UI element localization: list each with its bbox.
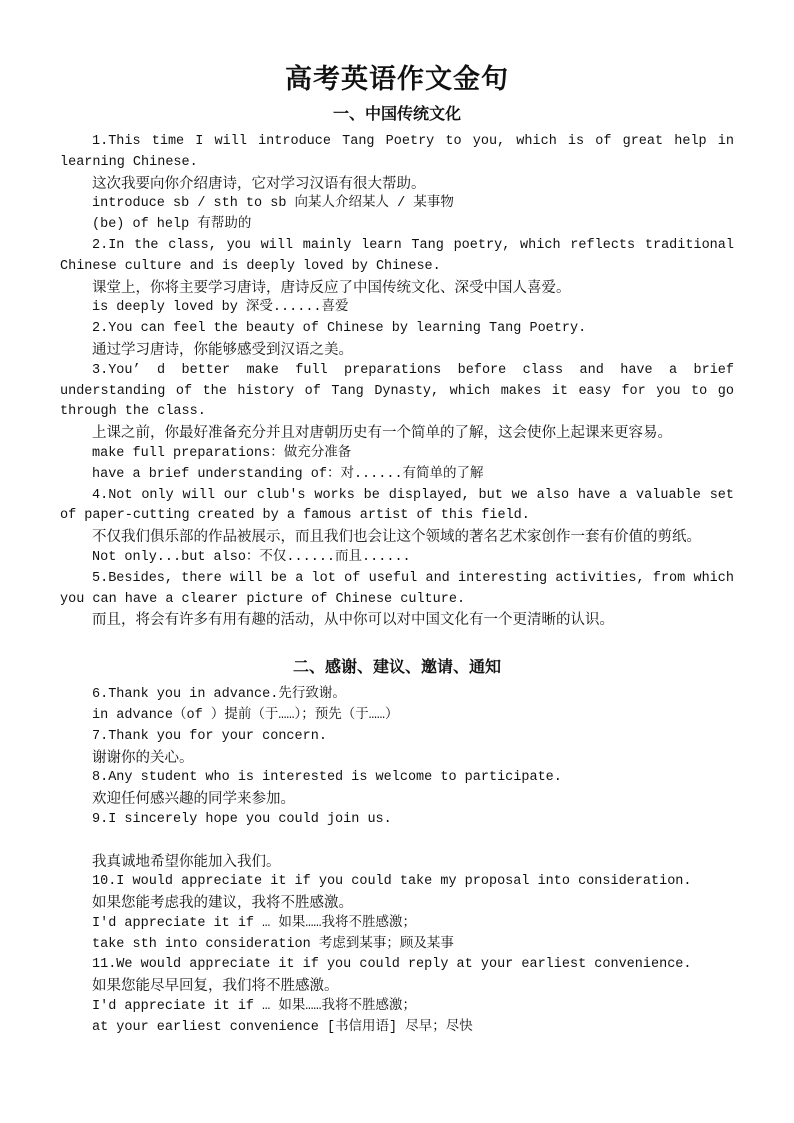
phrase-note: have a brief understanding of：对......有简单的了解 [92,466,484,482]
phrase-note: at your earliest convenience [书信用语] 尽早；尽快 [92,1019,473,1035]
section-heading-thanks-advice: 二、感谢、建议、邀请、通知 [292,657,501,677]
blank-line [60,831,734,852]
sentence-3-zh: 上课之前，你最好准备充分并且对唐朝历史有一个简单的了解，这会使你上起课来更容易。 [92,425,672,442]
phrase-note: take sth into consideration 考虑到某事；顾及某事 [92,936,454,952]
sentence-7-en: 7.Thank you for your concern. [92,728,327,744]
section-heading-traditional-culture: 一、中国传统文化 [332,104,461,123]
sentence-5-zh: 而且，将会有许多有用有趣的活动，从中你可以对中国文化有一个更清晰的认识。 [92,612,614,629]
sentence-9-zh: 我真诚地希望你能加入我们。 [92,853,281,870]
section-thanks-advice [60,685,734,1039]
sentence-6: 6.Thank you in advance.先行致谢。 [92,687,346,703]
sentence-4-en: 4.Not only will our club's works be displayed, but we also have a valuable set of paper-cutting created by a famous artist of this field. [60,487,734,524]
phrase-note: I'd appreciate it if … 如果……我将不胜感激； [92,999,417,1015]
section-traditional-culture [60,132,734,631]
phrase-note: introduce sb / sth to sb 向某人介绍某人 / 某事物 [92,196,454,212]
sentence-11-en: 11.We would appreciate it if you could reply at your earliest convenience. [92,957,692,973]
sentence-10-zh: 如果您能考虑我的建议，我将不胜感激。 [92,895,353,912]
phrase-note: (be) of help 有帮助的 [92,217,252,233]
sentence-2-zh: 课堂上，你将主要学习唐诗，唐诗反应了中国传统文化、深受中国人喜爱。 [92,279,571,296]
sentence-8-en: 8.Any student who is interested is welcome to participate. [92,770,562,786]
sentence-7-zh: 谢谢你的关心。 [92,749,194,766]
sentence-1-zh: 这次我要向你介绍唐诗，它对学习汉语有很大帮助。 [92,175,426,192]
sentence-2b-en: 2.You can feel the beauty of Chinese by learning Tang Poetry. [92,321,587,337]
phrase-note: make full preparations：做充分准备 [92,445,352,461]
sentence-1-en: 1.This time I will introduce Tang Poetry to you, which is of great help in learning Chinese. [60,134,734,170]
sentence-3-en: 3.You’ d better make full preparations before class and have a brief understanding of the history of Tang Dynasty, which makes it easy for you to go through the class. [60,362,734,420]
phrase-note: Not only...but also：不仅......而且...... [92,549,411,565]
sentence-8-zh: 欢迎任何感兴趣的同学来参加。 [92,791,295,808]
phrase-note: is deeply loved by 深受......喜爱 [92,300,349,316]
sentence-11-zh: 如果您能尽早回复，我们将不胜感激。 [92,978,339,995]
sentence-5-en: 5.Besides, there will be a lot of useful and interesting activities, from which you can have a clearer picture of Chinese culture. [60,570,734,607]
sentence-2-en: 2.In the class, you will mainly learn Tang poetry, which reflects traditional Chinese culture and is deeply loved by Chinese. [60,237,734,274]
phrase-note: I'd appreciate it if … 如果……我将不胜感激； [92,915,417,931]
sentence-10-en: 10.I would appreciate it if you could take my proposal into consideration. [92,874,692,890]
document-title: 高考英语作文金句 [285,64,509,95]
phrase-note: in advance（of ）提前（于……）；预先（于……） [92,707,399,723]
sentence-2b-zh: 通过学习唐诗，你能够感受到汉语之美。 [92,341,353,358]
sentence-9-en: 9.I sincerely hope you could join us. [92,811,392,827]
sentence-4-zh: 不仅我们俱乐部的作品被展示，而且我们也会让这个领域的著名艺术家创作一套有价值的剪纸。 [92,529,701,546]
document-page [60,60,734,1039]
